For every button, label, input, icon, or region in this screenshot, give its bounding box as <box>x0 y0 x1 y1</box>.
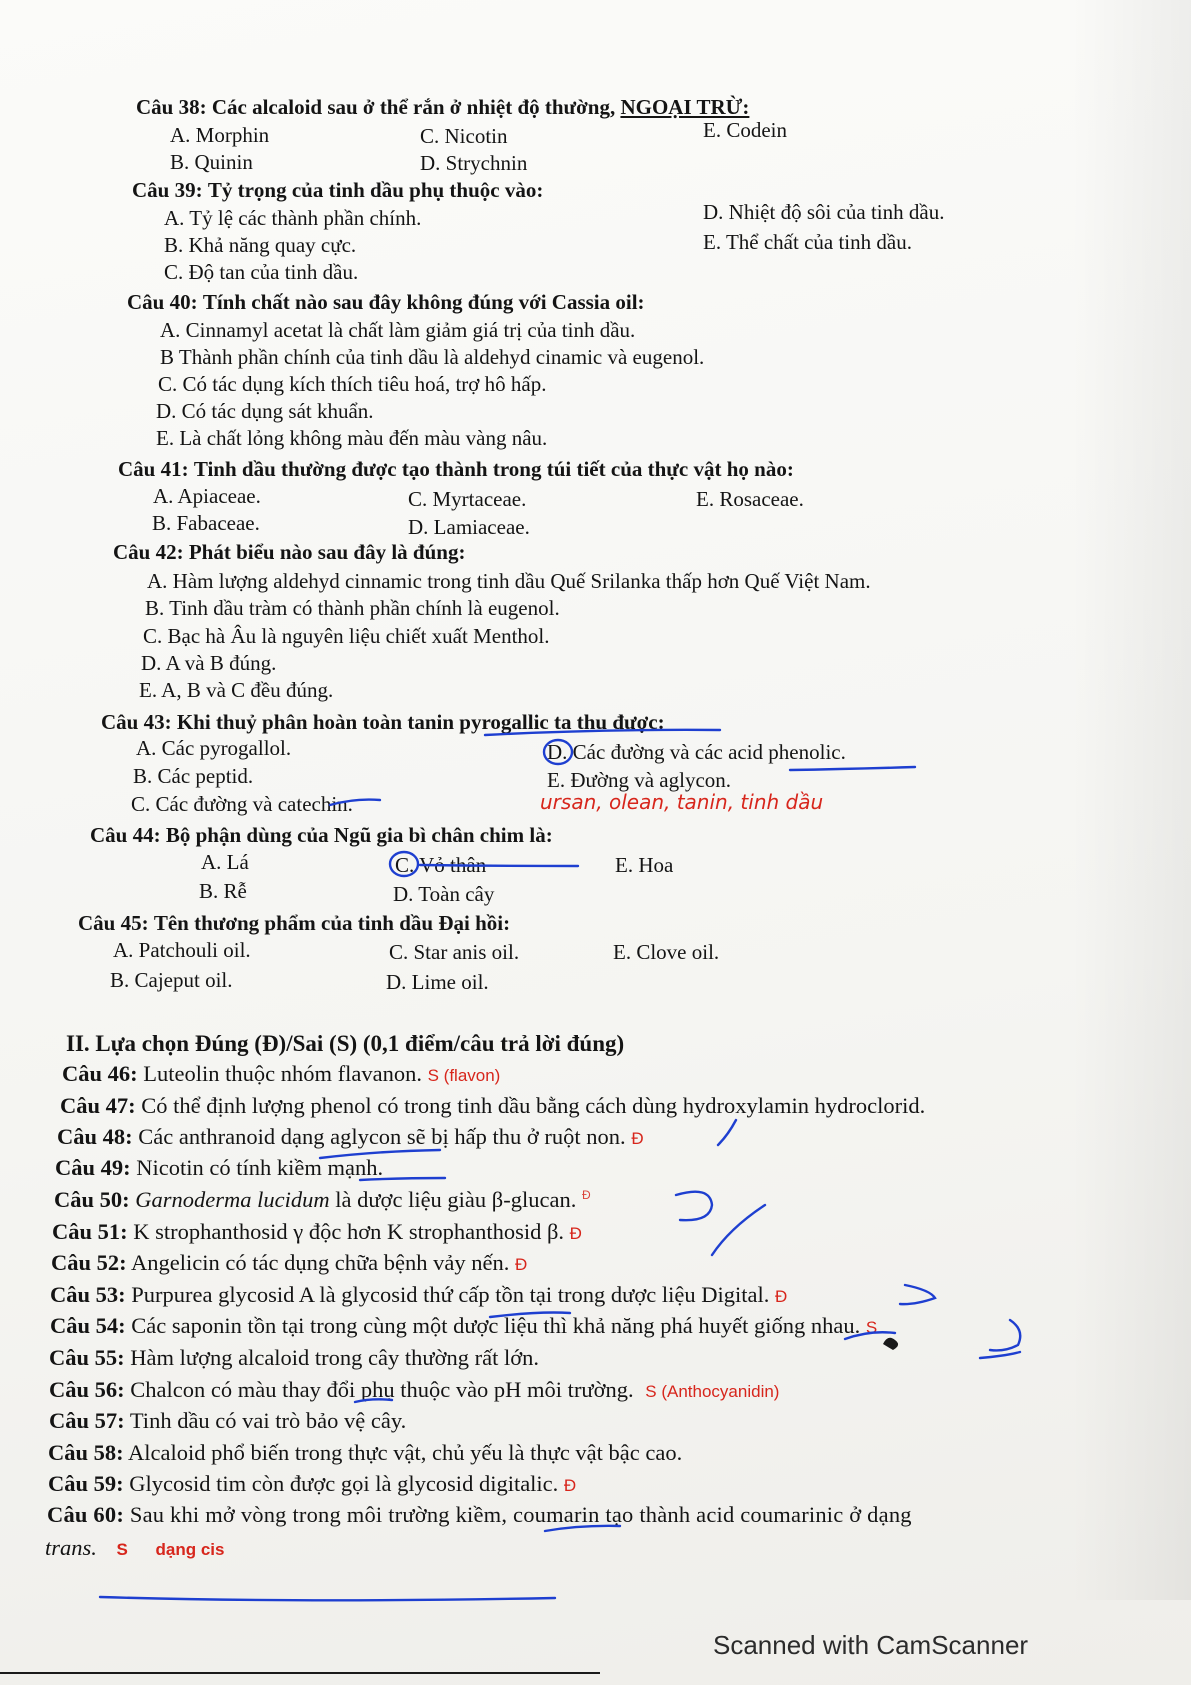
q38-option-c: C. Nicotin <box>420 124 508 148</box>
q40-option-a: A. Cinnamyl acetat là chất làm giảm giá trị của tinh dầu. <box>160 318 636 342</box>
q54-annotation: S <box>865 1318 878 1337</box>
q38-option-b: B. Quinin <box>170 150 253 174</box>
q42-text: Phát biểu nào sau đây là đúng: <box>188 540 466 564</box>
q38-option-a: A. Morphin <box>170 123 270 147</box>
q48 <box>57 1124 644 1150</box>
q59 <box>48 1471 576 1497</box>
q44-label: Câu 44: <box>90 823 161 847</box>
q49 <box>55 1155 383 1181</box>
q46-text: Luteolin thuộc nhóm flavanon. <box>143 1061 422 1086</box>
q46-annotation: S (flavon) <box>427 1066 501 1085</box>
q39-option-d: D. Nhiệt độ sôi của tinh dầu. <box>703 200 945 224</box>
q49-label: Câu 49: <box>55 1155 131 1180</box>
q48-text: Các anthranoid dạng aglycon sẽ bị hấp thu ở ruột non. <box>138 1124 626 1149</box>
q59-annotation: Đ <box>563 1476 577 1495</box>
q44-option-d: D. Toàn cây <box>393 882 495 906</box>
q45-option-a: A. Patchouli oil. <box>113 938 251 962</box>
q42-option-c: C. Bạc hà Âu là nguyên liệu chiết xuất Menthol. <box>143 624 550 648</box>
q45-text: Tên thương phẩm của tinh dầu Đại hồi: <box>153 911 511 935</box>
q46-label: Câu 46: <box>62 1061 138 1086</box>
q43-option-d: D. Các đường và các acid phenolic. <box>547 740 846 764</box>
q56-label: Câu 56: <box>49 1377 125 1402</box>
q42-option-b: B. Tinh dầu tràm có thành phần chính là eugenol. <box>145 596 560 620</box>
q46 <box>62 1061 500 1087</box>
page-bottom-edge <box>0 1672 600 1674</box>
q41-option-c: C. Myrtaceae. <box>408 487 527 511</box>
q41-option-a: A. Apiaceae. <box>153 484 261 508</box>
q60-label: Câu 60: <box>47 1502 125 1527</box>
q55 <box>49 1345 539 1371</box>
q55-label: Câu 55: <box>49 1345 125 1370</box>
q43-option-c: C. Các đường và catechin. <box>131 792 353 816</box>
q59-label: Câu 59: <box>48 1471 124 1496</box>
q51 <box>52 1219 582 1245</box>
q49-text: Nicotin có tính kiềm mạnh. <box>136 1155 384 1180</box>
q50-text: là dược liệu giàu β-glucan. <box>329 1187 577 1212</box>
q41-stem <box>118 457 794 482</box>
q54-text: Các saponin tồn tại trong cùng một dược liệu thì khả năng phá huyết giống nhau. <box>131 1313 861 1338</box>
q56 <box>49 1377 779 1403</box>
q60-annotation: S <box>116 1540 128 1559</box>
q50-species-name: Garnoderma lucidum <box>135 1187 330 1212</box>
q52-label: Câu 52: <box>51 1250 127 1275</box>
q39-option-c: C. Độ tan của tinh dầu. <box>164 260 359 284</box>
q58 <box>48 1440 682 1466</box>
q47-text: Có thể định lượng phenol có trong tinh dầu bằng cách dùng hydroxylamin hydroclorid. <box>141 1093 926 1118</box>
q59-text: Glycosid tim còn được gọi là glycosid digitalic. <box>129 1471 559 1496</box>
q54 <box>50 1313 877 1339</box>
q40-option-b: B Thành phần chính của tinh dầu là aldehyd cinamic và eugenol. <box>160 345 705 369</box>
q39-option-b: B. Khả năng quay cực. <box>164 233 357 257</box>
q45-option-d: D. Lime oil. <box>386 970 489 994</box>
q39-label: Câu 39: <box>132 178 203 202</box>
page-shadow <box>1071 0 1191 1600</box>
q51-text: K strophanthosid γ độc hơn K strophanthosid β. <box>133 1219 565 1244</box>
q60-text-trans: trans. <box>45 1535 97 1560</box>
q43-text: Khi thuỷ phân hoàn toàn tanin pyrogallic ta thu được: <box>176 710 665 734</box>
q44-option-e: E. Hoa <box>615 853 674 877</box>
q38-option-d: D. Strychnin <box>420 151 528 175</box>
q56-annotation: S (Anthocyanidin) <box>645 1382 780 1401</box>
q51-annotation: Đ <box>569 1224 582 1243</box>
q45-option-b: B. Cajeput oil. <box>110 968 233 992</box>
q48-annotation: Đ <box>631 1129 644 1148</box>
q57 <box>49 1408 406 1434</box>
q47-label: Câu 47: <box>60 1093 136 1118</box>
q38-emphasis: NGOẠI TRỪ: <box>620 95 750 119</box>
q40-label: Câu 40: <box>127 290 198 314</box>
q52 <box>51 1250 527 1276</box>
q38-label: Câu 38: <box>136 95 207 119</box>
section-2-title: II. Lựa chọn Đúng (Đ)/Sai (S) (0,1 điểm/câu trả lời đúng) <box>66 1031 625 1056</box>
q56-text: Chalcon có màu thay đổi phụ thuộc vào pH môi trường. <box>130 1377 634 1402</box>
q41-option-d: D. Lamiaceae. <box>408 515 530 539</box>
q48-label: Câu 48: <box>57 1124 133 1149</box>
q52-text: Angelicin có tác dụng chữa bệnh vảy nến. <box>131 1250 510 1275</box>
q51-label: Câu 51: <box>52 1219 128 1244</box>
q40-stem <box>127 290 645 315</box>
q42-option-d: D. A và B đúng. <box>141 651 277 675</box>
q40-option-e: E. Là chất lỏng không màu đến màu vàng nâu. <box>156 426 548 450</box>
q55-text: Hàm lượng alcaloid trong cây thường rất lớn. <box>130 1345 540 1370</box>
q43-option-e: E. Đường và aglycon. <box>547 768 732 792</box>
q42-option-a: A. Hàm lượng aldehyd cinnamic trong tinh dầu Quế Srilanka thấp hơn Quế Việt Nam. <box>147 569 871 593</box>
q60-continuation <box>45 1535 224 1561</box>
q57-label: Câu 57: <box>49 1408 125 1433</box>
q39-text: Tỷ trọng của tinh dầu phụ thuộc vào: <box>207 178 544 202</box>
q52-annotation: Đ <box>514 1255 528 1274</box>
q42-option-e: E. A, B và C đều đúng. <box>139 678 334 702</box>
q43-option-b: B. Các peptid. <box>133 764 254 788</box>
q45-option-e: E. Clove oil. <box>613 940 720 964</box>
q41-label: Câu 41: <box>118 457 189 481</box>
q58-text: Alcaloid phổ biến trong thực vật, chủ yếu là thực vật bậc cao. <box>128 1440 683 1465</box>
q38-text: Các alcaloid sau ở thể rắn ở nhiệt độ thường, <box>211 95 616 119</box>
q39-option-e: E. Thể chất của tinh dầu. <box>703 230 912 254</box>
q44-option-c: C. Vỏ thân <box>395 853 487 877</box>
q38-option-e: E. Codein <box>703 118 787 142</box>
q42-stem <box>113 540 465 565</box>
q53 <box>50 1282 787 1308</box>
q50-label: Câu 50: <box>54 1187 130 1212</box>
q44-option-a: A. Lá <box>201 850 249 874</box>
q44-option-b: B. Rễ <box>199 879 247 903</box>
q41-option-b: B. Fabaceae. <box>152 511 260 535</box>
q60-text: Sau khi mở vòng trong môi trường kiềm, coumarin tạo thành acid coumarinic ở dạng <box>129 1502 912 1527</box>
q60 <box>47 1502 912 1528</box>
q43-handwritten-note: ursan, olean, tanin, tinh dầu <box>540 790 824 814</box>
q41-text: Tinh dầu thường được tạo thành trong túi tiết của thực vật họ nào: <box>193 457 794 481</box>
q44-text: Bộ phận dùng của Ngũ gia bì chân chim là: <box>165 823 553 847</box>
q43-option-a: A. Các pyrogallol. <box>136 736 292 760</box>
q50-annotation: Đ <box>581 1187 591 1202</box>
q58-label: Câu 58: <box>48 1440 124 1465</box>
q43-label: Câu 43: <box>101 710 172 734</box>
q40-text: Tính chất nào sau đây không đúng với Cassia oil: <box>202 290 645 314</box>
q45-stem <box>78 911 510 936</box>
q44-stem <box>90 823 553 848</box>
q38-stem <box>136 95 749 120</box>
q40-option-c: C. Có tác dụng kích thích tiêu hoá, trợ hô hấp. <box>158 372 547 396</box>
q50 <box>54 1187 591 1213</box>
q42-label: Câu 42: <box>113 540 184 564</box>
q41-option-e: E. Rosaceae. <box>696 487 804 511</box>
q39-option-a: A. Tỷ lệ các thành phần chính. <box>164 206 422 230</box>
q54-label: Câu 54: <box>50 1313 126 1338</box>
q60-annotation-cis: dạng cis <box>155 1540 225 1559</box>
q53-annotation: Đ <box>774 1287 788 1306</box>
q45-option-c: C. Star anis oil. <box>389 940 520 964</box>
q45-label: Câu 45: <box>78 911 149 935</box>
camscanner-watermark: Scanned with CamScanner <box>713 1630 1029 1660</box>
q53-label: Câu 53: <box>50 1282 126 1307</box>
q43-stem <box>101 710 665 735</box>
q40-option-d: D. Có tác dụng sát khuẩn. <box>156 399 374 423</box>
q39-stem <box>132 178 543 203</box>
q57-text: Tinh dầu có vai trò bảo vệ cây. <box>129 1408 407 1433</box>
q47 <box>60 1093 925 1119</box>
q53-text: Purpurea glycosid A là glycosid thứ cấp tồn tại trong dược liệu Digital. <box>131 1282 770 1307</box>
